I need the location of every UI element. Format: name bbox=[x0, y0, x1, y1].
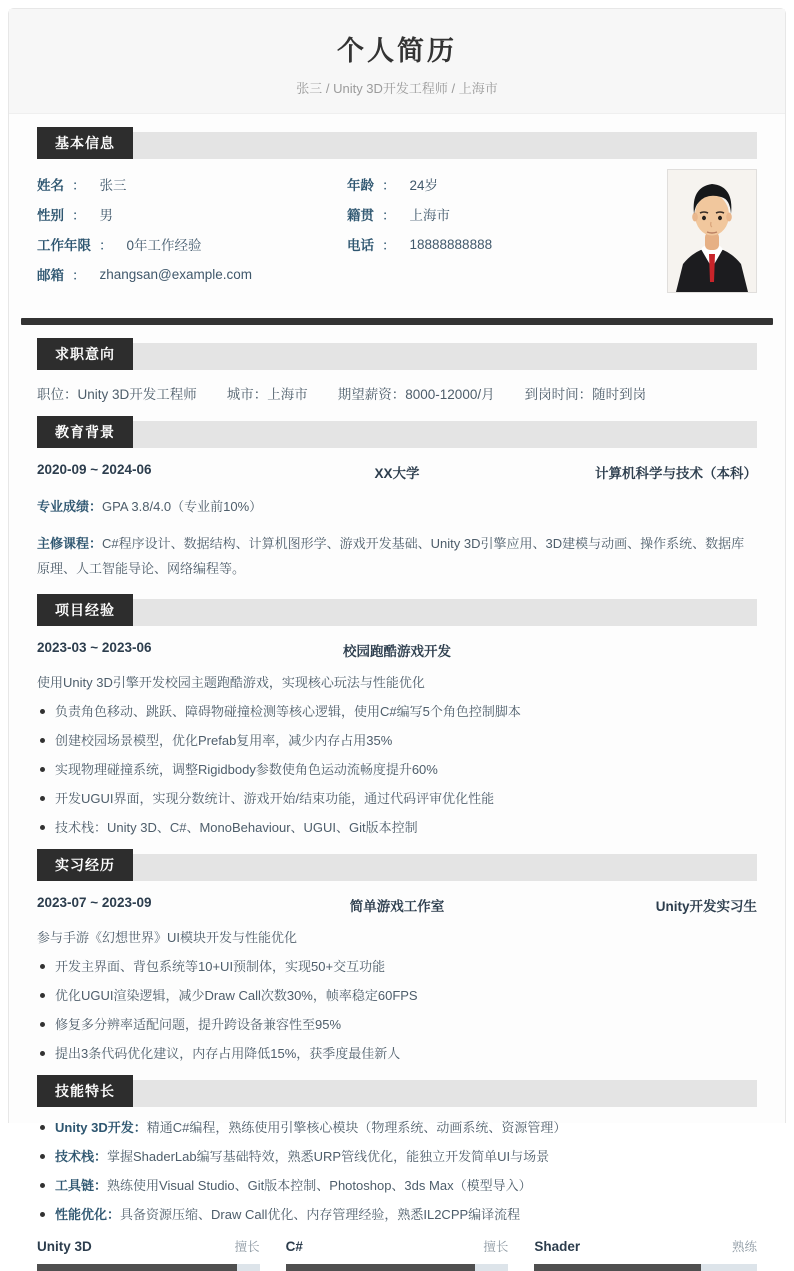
intention-city bbox=[227, 383, 308, 403]
skill-name: Shader bbox=[534, 1239, 581, 1254]
intention-colon: ： bbox=[64, 387, 78, 402]
list-item: 实现物理碰撞系统，调整Rigidbody参数使角色运动流畅度提升60% bbox=[37, 762, 757, 778]
skill-name: Unity 3D bbox=[37, 1239, 92, 1254]
basic-info-left-column bbox=[37, 169, 347, 289]
field-email bbox=[37, 259, 347, 289]
education-courses-line bbox=[37, 531, 757, 581]
internship-role: Unity开发实习生 bbox=[655, 899, 757, 914]
education-period: 2020-09 ~ 2024-06 bbox=[37, 462, 152, 477]
skill-bar-track bbox=[37, 1264, 260, 1271]
intention-position bbox=[37, 383, 197, 403]
skill-bar-fill bbox=[534, 1264, 701, 1271]
education-gpa-line bbox=[37, 494, 757, 519]
list-item bbox=[37, 1149, 757, 1165]
field-value: 18888888888 bbox=[409, 236, 493, 252]
field-label: 籍贯 bbox=[347, 208, 374, 223]
courses-value: C#程序设计、数据结构、计算机图形学、游戏开发基础、Unity 3D引擎应用、3D建模与动画、操作系统、数据库原理、人工智能导论、网络编程等。 bbox=[37, 536, 745, 576]
list-item: 技术栈：Unity 3D、C#、MonoBehaviour、UGUI、Git版本控制 bbox=[37, 820, 757, 836]
skill-bar-csharp bbox=[286, 1237, 509, 1271]
field-value: 24岁 bbox=[409, 178, 439, 193]
skill-name: C# bbox=[285, 1239, 303, 1254]
project-description: 使用Unity 3D引擎开发校园主题跑酷游戏，实现核心玩法与性能优化 bbox=[37, 675, 425, 690]
portrait-photo bbox=[667, 169, 757, 293]
intention-availability bbox=[525, 383, 647, 403]
skill-bar-head bbox=[37, 1237, 260, 1255]
internship-period: 2023-07 ~ 2023-09 bbox=[37, 895, 152, 910]
list-item: 开发UGUI界面，实现分数统计、游戏开始/结束功能，通过代码评审优化性能 bbox=[37, 791, 757, 807]
list-item bbox=[37, 1120, 757, 1136]
skill-bar-head bbox=[534, 1237, 757, 1255]
field-colon: ： bbox=[72, 178, 86, 193]
internship-company: 简单游戏工作室 bbox=[349, 899, 445, 914]
skill-bullet-text: 具备资源压缩、Draw Call优化、内存管理经验，熟悉IL2CPP编译流程 bbox=[120, 1207, 521, 1222]
project-bullet-list bbox=[37, 704, 757, 836]
section-badge-internship: 实习经历 bbox=[37, 849, 133, 881]
project-spacer bbox=[517, 640, 757, 660]
skill-bullet-text: 精通C#编程，熟练使用引擎核心模块（物理系统、动画系统、资源管理） bbox=[146, 1120, 567, 1135]
skill-level: 熟练 bbox=[732, 1240, 758, 1254]
field-label: 性别 bbox=[37, 208, 64, 223]
intention-label: 职位 bbox=[37, 387, 64, 402]
basic-info-section bbox=[37, 169, 757, 303]
portrait-photo-icon bbox=[668, 170, 756, 292]
intention-colon: ： bbox=[391, 387, 406, 402]
education-title-row bbox=[37, 462, 757, 482]
list-item: 开发主界面、背包系统等10+UI预制体，实现50+交互功能 bbox=[37, 959, 757, 975]
skill-bullet-label: 工具链： bbox=[55, 1178, 108, 1193]
list-item: 提出3条代码优化建议，内存占用降低15%，获季度最佳新人 bbox=[37, 1046, 757, 1062]
section-header-education bbox=[37, 416, 757, 448]
gpa-label: 专业成绩： bbox=[37, 499, 103, 514]
intention-colon: ： bbox=[578, 387, 593, 402]
skill-bullet-text: 熟练使用Visual Studio、Git版本控制、Photoshop、3ds Max（模型导入） bbox=[107, 1178, 532, 1193]
skill-bar-track bbox=[286, 1264, 509, 1271]
skills-bullet-list bbox=[37, 1120, 757, 1223]
section-strip bbox=[133, 1080, 757, 1107]
field-label: 姓名 bbox=[37, 178, 64, 193]
section-header-intention bbox=[37, 338, 757, 370]
skill-bar-head bbox=[286, 1237, 509, 1255]
skill-bullet-label: 性能优化： bbox=[55, 1207, 121, 1222]
field-colon: ： bbox=[72, 268, 86, 283]
list-item: 优化UGUI渲染逻辑，减少Draw Call次数30%，帧率稳定60FPS bbox=[37, 988, 757, 1004]
field-gender bbox=[37, 199, 347, 229]
field-colon: ： bbox=[72, 208, 86, 223]
intention-salary bbox=[338, 383, 495, 403]
section-header-internship bbox=[37, 849, 757, 881]
skill-bar-shader bbox=[534, 1237, 757, 1271]
list-item: 修复多分辨率适配问题，提升跨设备兼容性至95% bbox=[37, 1017, 757, 1033]
section-header-project bbox=[37, 594, 757, 626]
field-colon: ： bbox=[382, 208, 396, 223]
field-label: 邮箱 bbox=[37, 268, 64, 283]
education-major: 计算机科学与技术（本科） bbox=[595, 466, 757, 481]
intention-label: 到岗时间 bbox=[524, 387, 579, 402]
field-label: 电话 bbox=[347, 238, 374, 253]
field-value: 张三 bbox=[99, 178, 127, 193]
internship-title-row bbox=[37, 895, 757, 915]
page-subtitle: 张三 / Unity 3D开发工程师 / 上海市 bbox=[296, 81, 498, 96]
skill-bar-fill bbox=[37, 1264, 237, 1271]
field-value: 0年工作经验 bbox=[126, 238, 202, 253]
field-value: 男 bbox=[99, 208, 113, 223]
page-title: 个人简历 bbox=[337, 36, 457, 66]
skill-bar-fill bbox=[286, 1264, 475, 1271]
internship-bullet-list bbox=[37, 959, 757, 1062]
basic-info-grid bbox=[37, 169, 757, 289]
list-item: 创建校园场景模型，优化Prefab复用率，减少内存占用35% bbox=[37, 733, 757, 749]
field-value: zhangsan@example.com bbox=[99, 266, 253, 282]
list-item bbox=[37, 1207, 757, 1223]
project-title-row bbox=[37, 640, 757, 660]
skill-bar-track bbox=[534, 1264, 757, 1271]
skill-bullet-label: Unity 3D开发： bbox=[55, 1120, 147, 1135]
field-label: 年龄 bbox=[347, 178, 374, 193]
resume-card bbox=[8, 8, 786, 1254]
intention-value: Unity 3D开发工程师 bbox=[77, 387, 197, 402]
section-badge-project: 项目经验 bbox=[37, 594, 133, 626]
courses-label: 主修课程： bbox=[37, 536, 103, 551]
field-colon: ： bbox=[99, 238, 113, 253]
job-intention-row bbox=[37, 383, 757, 403]
skill-level: 擅长 bbox=[234, 1240, 260, 1254]
field-value: 上海市 bbox=[409, 208, 450, 223]
section-strip bbox=[133, 343, 757, 370]
skill-level: 擅长 bbox=[483, 1240, 509, 1254]
section-strip bbox=[133, 421, 757, 448]
skill-bar-unity bbox=[37, 1237, 260, 1271]
field-label: 工作年限 bbox=[37, 238, 91, 253]
section-strip bbox=[133, 132, 757, 159]
section-badge-intention: 求职意向 bbox=[37, 338, 133, 370]
intention-value: 8000-12000/月 bbox=[405, 387, 495, 402]
resume-content bbox=[9, 127, 785, 1271]
section-badge-skills: 技能特长 bbox=[37, 1075, 133, 1107]
section-badge-basic: 基本信息 bbox=[37, 127, 133, 159]
skill-bullet-text: 掌握ShaderLab编写基础特效，熟悉URP管线优化，能独立开发简单UI与场景 bbox=[107, 1149, 550, 1164]
field-name bbox=[37, 169, 347, 199]
section-header-basic bbox=[37, 127, 757, 159]
internship-description: 参与手游《幻想世界》UI模块开发与性能优化 bbox=[37, 930, 298, 945]
list-item: 负责角色移动、跳跃、障碍物碰撞检测等核心逻辑，使用C#编写5个角色控制脚本 bbox=[37, 704, 757, 720]
intention-colon: ： bbox=[253, 387, 268, 402]
intention-value: 随时到岗 bbox=[592, 387, 647, 402]
project-period: 2023-03 ~ 2023-06 bbox=[37, 640, 152, 655]
section-strip bbox=[133, 854, 757, 881]
field-colon: ： bbox=[382, 178, 396, 193]
field-experience-years bbox=[37, 229, 347, 259]
gpa-value: GPA 3.8/4.0（专业前10%） bbox=[102, 499, 263, 514]
resume-header bbox=[9, 9, 785, 114]
section-header-skills bbox=[37, 1075, 757, 1107]
skill-bars-row bbox=[37, 1237, 757, 1271]
project-name: 校园跑酷游戏开发 bbox=[343, 644, 451, 659]
skill-bullet-label: 技术栈： bbox=[55, 1149, 108, 1164]
education-school: XX大学 bbox=[374, 466, 420, 481]
section-strip bbox=[133, 599, 757, 626]
field-colon: ： bbox=[382, 238, 396, 253]
intention-label: 期望薪资 bbox=[337, 387, 392, 402]
intention-label: 城市 bbox=[226, 387, 254, 402]
section-badge-education: 教育背景 bbox=[37, 416, 133, 448]
section-divider bbox=[21, 318, 773, 325]
intention-value: 上海市 bbox=[267, 387, 308, 402]
list-item bbox=[37, 1178, 757, 1194]
